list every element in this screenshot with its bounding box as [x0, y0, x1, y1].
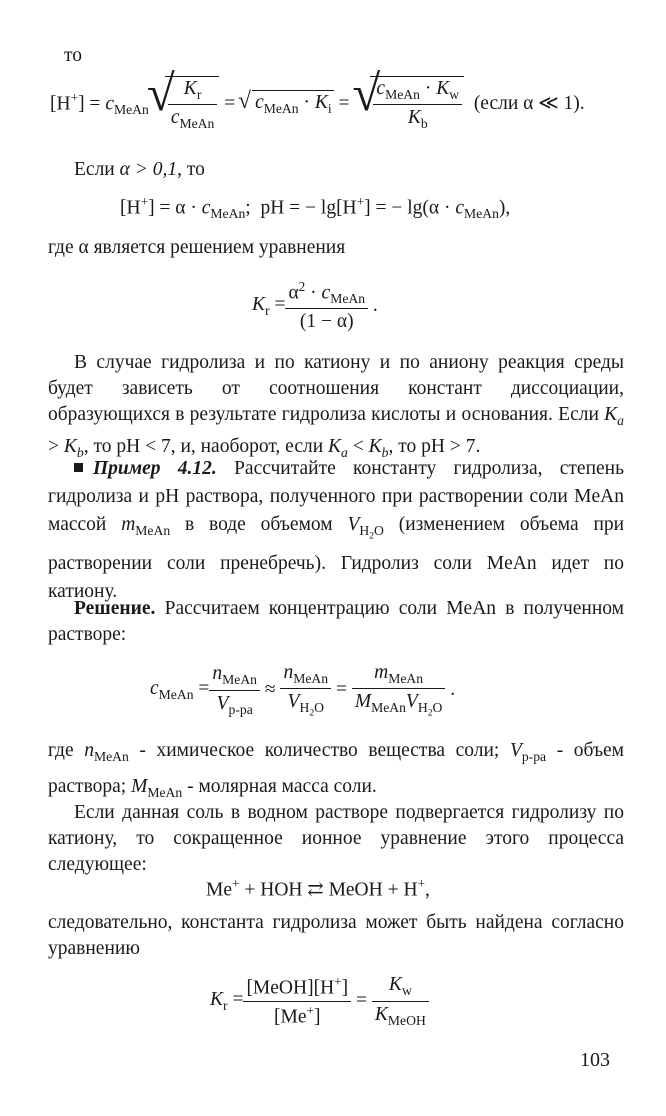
formula-kr-alpha: $K_r$ = $\frac{\alpha^2 \cdot c_{MeAn}}{(1 - \alpha)}$ .	[252, 278, 378, 333]
text-gde-alpha: где α является решением уравнения	[48, 237, 346, 258]
formula-h-sqrt: $[H^+] = c_{MeAn}$ √ $\frac{K_r}{c_{MeAn}}$ = √ $c_{MeAn} \cdot K_i$ = √ $\frac{c_{MeAn} \cdot K_w}{K_b}$ (если α ≪ 1).	[50, 74, 585, 134]
text-to: то	[64, 45, 83, 66]
formula-reaction: Me+ + HOH ⇄ MeOH + H+,	[206, 876, 430, 901]
paragraph-cation-anion: В случае гидролиза и по катиону и по аниону реакция среды будет зависеть от соотношения констант диссоциации, образующихся в результате гидролиза кислоты и основания. Если $K_a > K_b$, то pH < 7, и, наоборот, если $K_a < K_b$, то pH > 7.	[48, 352, 624, 460]
paragraph-gde-n: где $n_{MeAn}$ - химическое количество вещества соли; $V_{р-ра}$ - объем раствора; $M_{MeAn}$ - молярная масса соли.	[48, 740, 625, 800]
paragraph-sledovatelno: следовательно, константа гидролиза может быть найдена согласно уравнению	[48, 912, 624, 959]
bullet-icon	[74, 463, 83, 472]
formula-kr-meoh: $K_r$ = $\frac{[MeOH][H^+]}{[Me^+]}$ = $\frac{K_w}{K_{MeOH}}$	[210, 970, 429, 1032]
formula-c-mean: $c_{MeAn}$ = $\frac{n_{MeAn}}{V_{р-ра}}$ ≈ $\frac{n_{MeAn}}{V_{H_2O}}$ = $\frac{m_{MeAn}}{M_{MeAn}V_{H_2O}}$ .	[150, 662, 456, 719]
page-number: 103	[580, 1049, 610, 1071]
text-esli-alpha: Если α > 0,1, то	[74, 159, 205, 180]
paragraph-esli-dannaya: Если данная соль в водном растворе подвергается гидролизу по катиону, то сокращенное ионное уравнение этого процесса следующее:	[48, 802, 624, 875]
condition-alpha: (если α ≪ 1).	[473, 93, 585, 115]
formula-h-alpha: $[H^+] = \alpha \cdot c_{MeAn}$; pH = − lg[H+] = − $\lg(\alpha \cdot c_{MeAn})$,	[120, 194, 511, 222]
paragraph-example: Пример 4.12. Рассчитайте константу гидролиза, степень гидролиза и pH раствора, полученного при растворении соли MeAn массой $m_{MeAn}$ в воде объемом $V_{H_2O}$ (изменением объема при растворении соли пренебречь). Гидролиз соли MeAn идет по катиону.	[48, 458, 625, 603]
paragraph-solution: Решение. Рассчитаем концентрацию соли MeAn в полученном растворе:	[48, 598, 625, 645]
